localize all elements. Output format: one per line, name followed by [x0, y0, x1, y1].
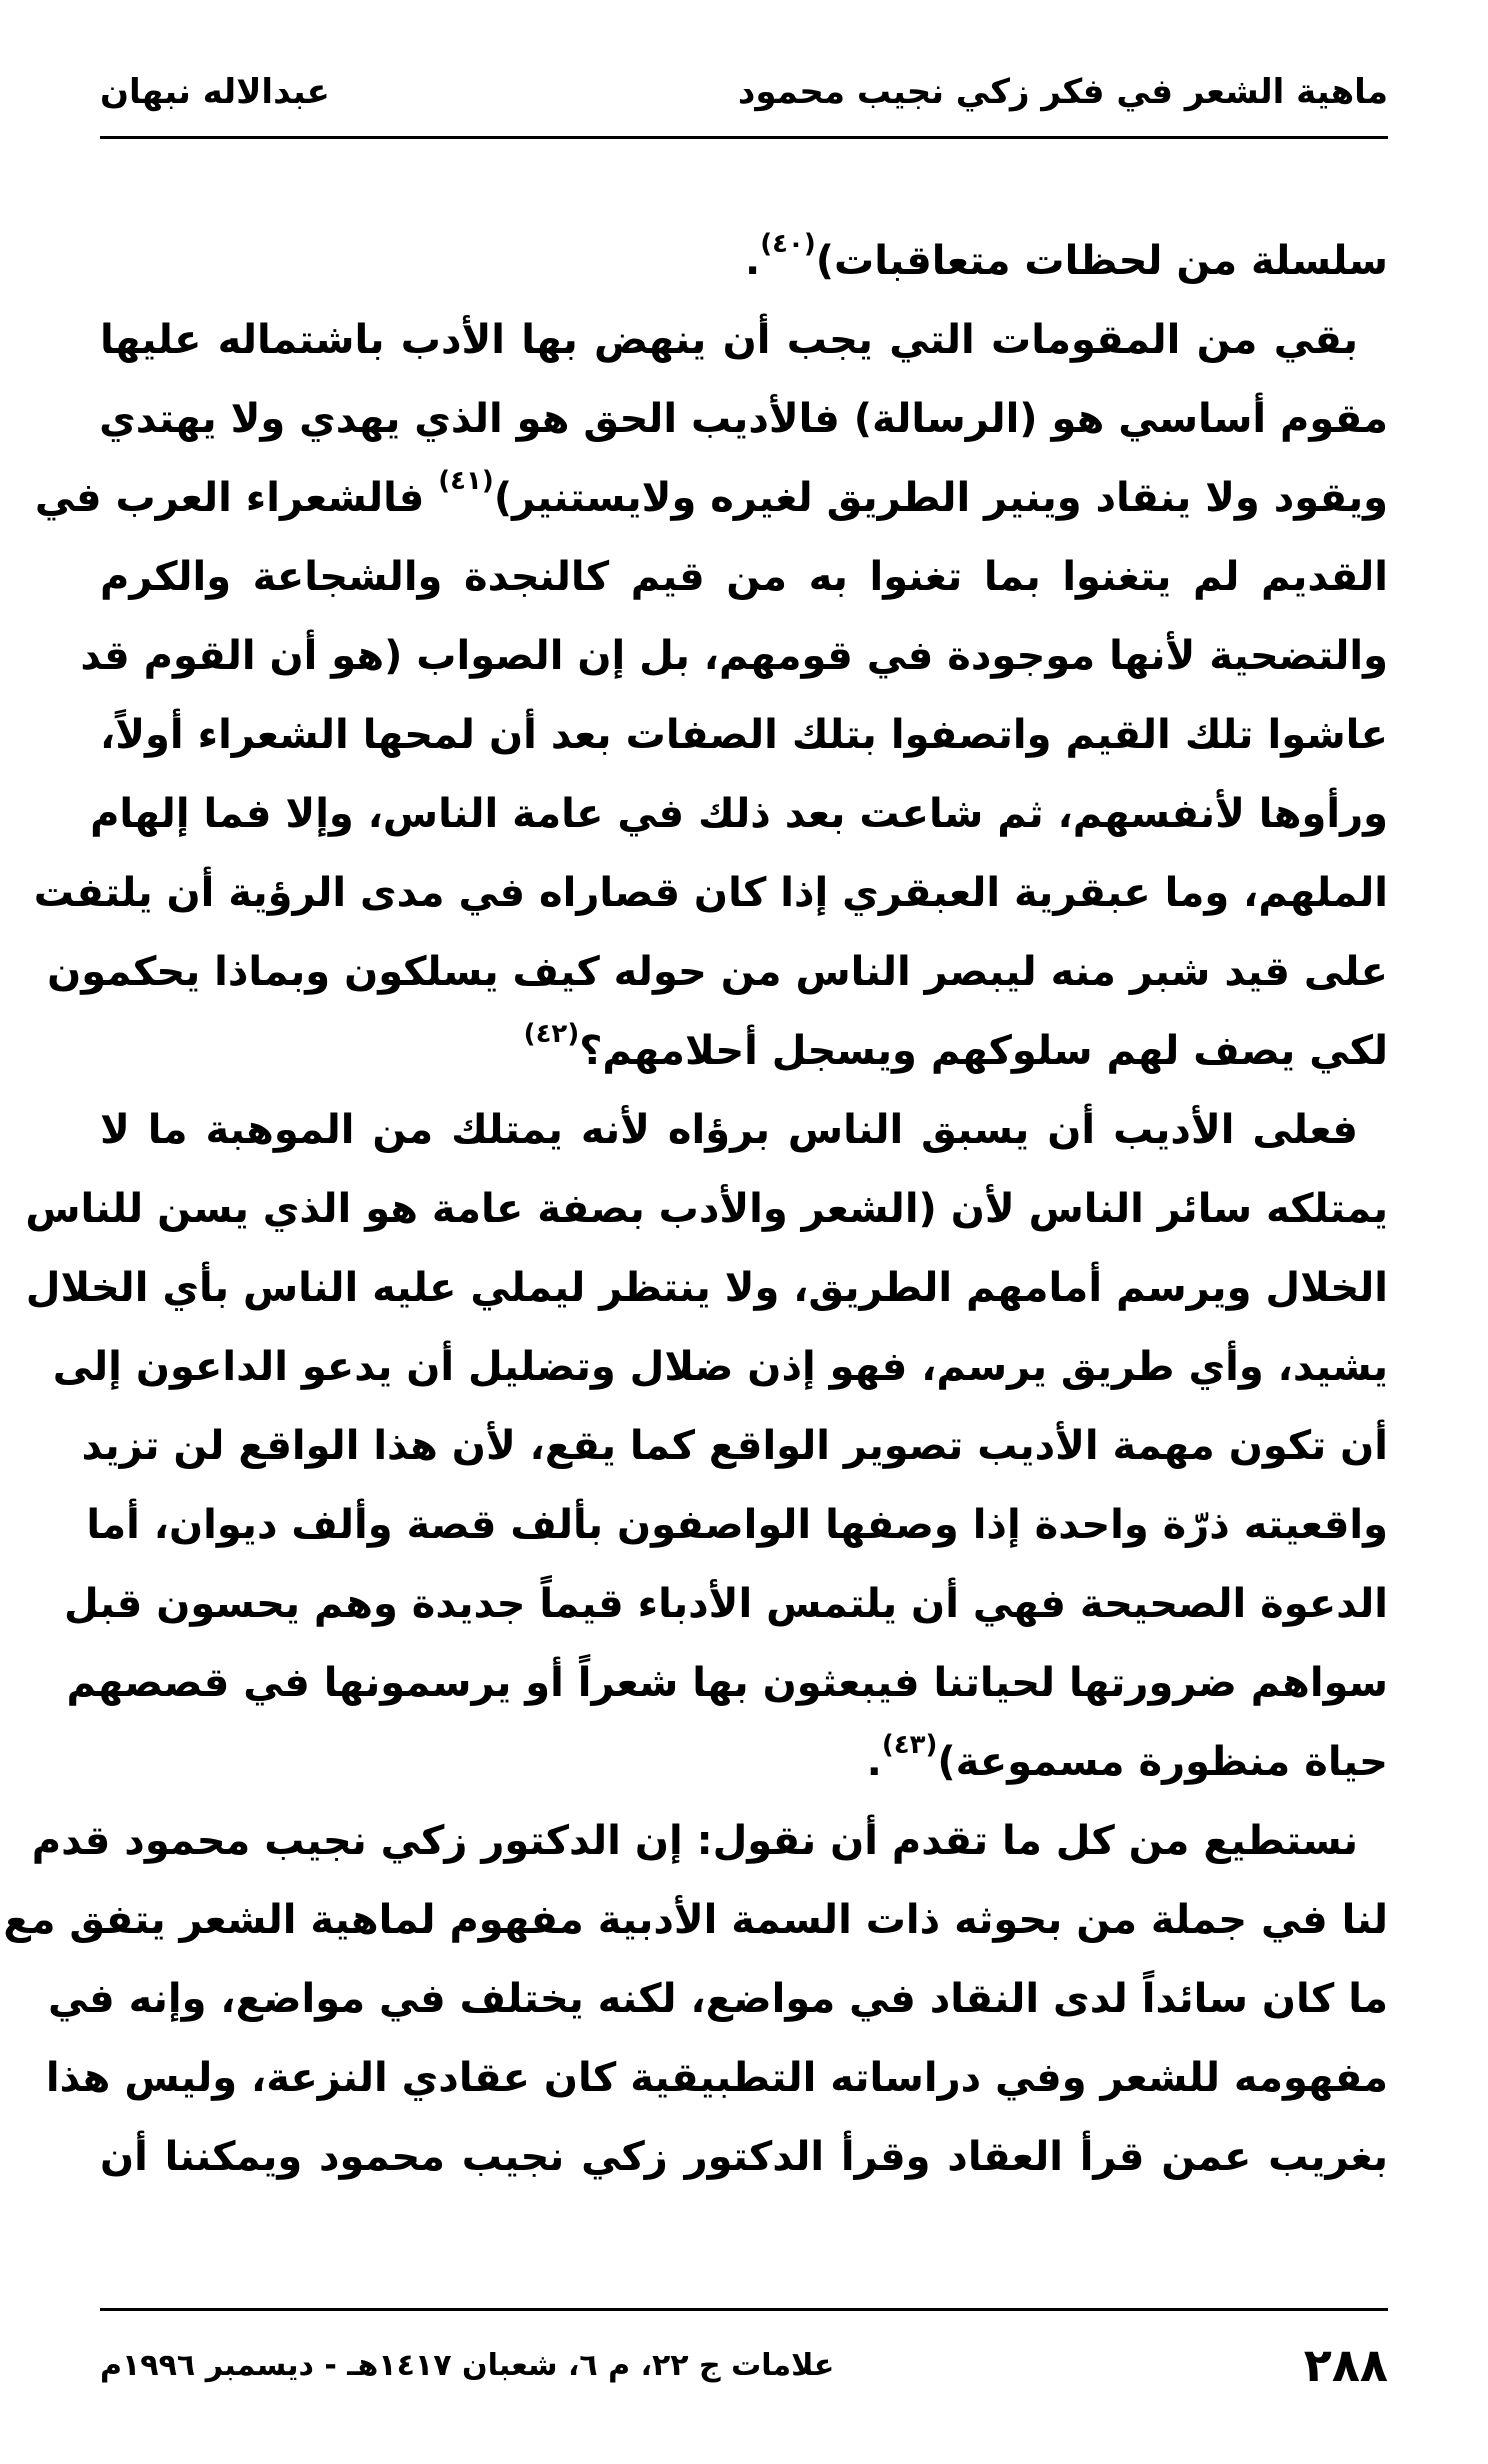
line-text: سلسلة من لحظات متعاقبات): [815, 238, 1388, 284]
text-line: [47, 933, 1388, 1012]
body-text: [3, 222, 1388, 2197]
author-name: عبدالاله نبهان: [100, 72, 330, 112]
line-text: نستطيع من كل ما تقدم أن نقول: إن الدكتور زكي نجيب محمود قدم: [31, 1818, 1358, 1864]
text-line: [90, 775, 1388, 854]
text-line: [45, 2039, 1388, 2118]
text-line: [25, 1249, 1388, 1328]
line-text: يمتلكه سائر الناس لأن (الشعر والأدب بصفة عامة هو الذي يسن للناس: [25, 1186, 1388, 1232]
line-text: لكي يصف لهم سلوكهم ويسجل أحلامهم؟: [579, 1028, 1388, 1074]
line-text: يشيد، وأي طريق يرسم، فهو إذن ضلال وتضليل أن يدعو الداعون إلى: [52, 1344, 1388, 1390]
line-text: ويقود ولا ينقاد وينير الطريق لغيره ولايستنير): [493, 475, 1388, 521]
line-text: مقوم أساسي هو (الرسالة) فالأديب الحق هو الذي يهدي ولا يهتدي: [99, 396, 1388, 442]
line-text: الملهم، وما عبقرية العبقري إذا كان قصاراه في مدى الرؤية أن يلتفت: [33, 870, 1388, 916]
footnote-marker: (٤١): [438, 466, 494, 496]
page-number: ٢٨٨: [1303, 2338, 1388, 2392]
footer-rule: [100, 2308, 1388, 2311]
text-line: [66, 1644, 1388, 1723]
line-text: واقعيته ذرّة واحدة إذا وصفها الواصفون بألف قصة وألف ديوان، أما: [86, 1502, 1388, 1548]
text-line: [3, 1881, 1388, 1960]
line-text-continued: فالشعراء العرب في: [34, 475, 439, 521]
line-text: مفهومه للشعر وفي دراساته التطبيقية كان عقادي النزعة، وليس هذا: [45, 2055, 1388, 2101]
text-line: [100, 696, 1388, 775]
line-text: بغريب عمن قرأ العقاد وقرأ الدكتور زكي نجيب محمود ويمكننا أن: [100, 2134, 1388, 2180]
text-line: [86, 1486, 1388, 1565]
text-line: [25, 1170, 1388, 1249]
text-line: [100, 301, 1388, 380]
line-text: سواهم ضرورتها لحياتنا فيبعثون بها شعراً أو يرسمونها في قصصهم: [66, 1660, 1388, 1706]
line-text: على قيد شبر منه ليبصر الناس من حوله كيف يسلكون وبماذا يحكمون: [47, 949, 1388, 995]
text-line: [100, 380, 1388, 459]
running-footer: [100, 2330, 1388, 2400]
line-text: أن تكون مهمة الأديب تصوير الواقع كما يقع، لأن هذا الواقع لن تزيد: [81, 1423, 1388, 1469]
footnote-marker: (٤٢): [523, 1019, 580, 1049]
text-line: [33, 854, 1388, 933]
line-text: والتضحية لأنها موجودة في قومهم، بل إن الصواب (هو أن القوم قد: [80, 633, 1388, 679]
text-line: [34, 459, 1388, 538]
line-text: حياة منظورة مسموعة): [937, 1739, 1388, 1785]
line-text: ورأوها لأنفسهم، ثم شاعت بعد ذلك في عامة الناس، وإلا فما إلهام: [90, 791, 1388, 837]
footnote-marker: (٤٣): [881, 1730, 938, 1760]
text-line: [100, 1723, 1388, 1802]
line-text: الخلال ويرسم أمامهم الطريق، ولا ينتظر ليملي عليه الناس بأي الخلال: [25, 1265, 1388, 1311]
text-line: [100, 1012, 1388, 1091]
line-text: القديم لم يتغنوا بما تغنوا به من قيم كالنجدة والشجاعة والكرم: [100, 554, 1388, 600]
line-text: عاشوا تلك القيم واتصفوا بتلك الصفات بعد أن لمحها الشعراء أولاً،: [100, 712, 1388, 758]
line-text: لنا في جملة من بحوثه ذات السمة الأدبية مفهوم لماهية الشعر يتفق مع: [3, 1897, 1388, 1943]
text-line: [100, 1091, 1388, 1170]
article-title: ماهية الشعر في فكر زكي نجيب محمود: [737, 72, 1388, 112]
text-line: [64, 1565, 1388, 1644]
text-line: [100, 538, 1388, 617]
text-line: [52, 1328, 1388, 1407]
line-text-continued: .: [866, 1739, 882, 1785]
line-text-continued: .: [745, 238, 761, 284]
text-line: [100, 2118, 1388, 2197]
text-line: [80, 617, 1388, 696]
journal-info: علامات ج ٢٢، م ٦، شعبان ١٤١٧هـ - ديسمبر ١٩٩٦م: [100, 2347, 835, 2383]
line-text: ما كان سائداً لدى النقاد في مواضع، لكنه يختلف في مواضع، وإنه في: [48, 1976, 1388, 2022]
footnote-marker: (٤٠): [760, 229, 816, 259]
text-line: [81, 1407, 1388, 1486]
text-line: [31, 1802, 1388, 1881]
text-line: [48, 1960, 1388, 2039]
running-header: [100, 62, 1388, 122]
header-rule: [100, 136, 1388, 139]
line-text: الدعوة الصحيحة فهي أن يلتمس الأدباء قيماً جديدة وهم يحسون قبل: [64, 1581, 1388, 1627]
text-line: [100, 222, 1388, 301]
line-text: فعلى الأديب أن يسبق الناس برؤاه لأنه يمتلك من الموهبة ما لا: [100, 1107, 1358, 1153]
line-text: بقي من المقومات التي يجب أن ينهض بها الأدب باشتماله عليها: [100, 317, 1358, 363]
